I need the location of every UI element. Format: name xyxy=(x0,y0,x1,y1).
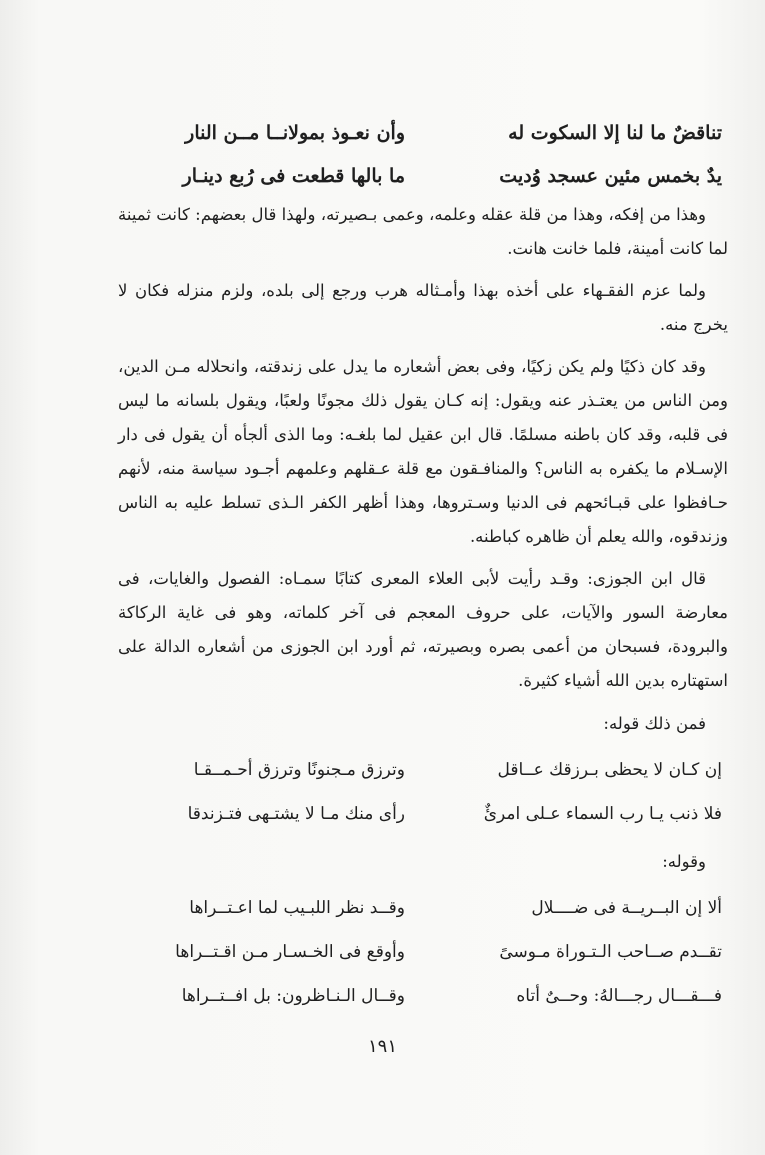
verse-hemistich-second: وأوقع فى الخـسـار مـن اقـتــراها xyxy=(175,942,405,962)
verse-hemistich-second: وقــال الـنـاظرون: بل افــتــراها xyxy=(181,986,405,1006)
page-content xyxy=(118,112,728,1018)
verse-hemistich-second: وترزق مـجنونًا وترزق أحـمــقـا xyxy=(193,760,405,780)
verse-line xyxy=(118,748,728,792)
verse-hemistich-second: وأن نعـوذ بمولانــا مــن النار xyxy=(185,122,405,144)
verse-line xyxy=(118,930,728,974)
verse-hemistich-first: يدٌ بخمس مئين عسجد وُديت xyxy=(499,165,722,187)
verse-hemistich-first: ألا إن البــريــة فى ضــــلال xyxy=(531,898,722,918)
verse-hemistich-second: وقــد نظر اللبـيب لما اعـتــراها xyxy=(189,898,405,918)
verse-hemistich-first: فـــقـــال رجـــالهُ: وحــىٌ أتاه xyxy=(516,986,722,1006)
verse-line xyxy=(118,792,728,836)
paragraph: قال ابن الجوزى: وقـد رأيت لأبى العلاء المعرى كتابًا سمـاه: الفصول والغايات، فى معارضة السور والآيات، على حروف المعجم فى آخر كلماته، وهو فى غاية الركاكة والبرودة، فسبحان من أعمى بصره وبصيرته، ثم أورد ابن الجوزى من أشعاره الدالة على استهتاره بدين الله أشياء كثيرة. xyxy=(118,569,728,690)
paragraph: ولما عزم الفقـهاء على أخذه بهذا وأمـثاله هرب ورجع إلى بلده، ولزم منزله فكان لا يخرج منه. xyxy=(118,281,728,334)
verse-line xyxy=(118,886,728,930)
paragraph: وقد كان ذكيًا ولم يكن زكيًا، وفى بعض أشعاره ما يدل على زندقته، وانحلاله مـن الدين، ومن الناس من يعتـذر عنه ويقول: إنه كـان يقول ذلك مجونًا ولعبًا، ويقول بلسانه ما ليس فى قلبه، وقد كان باطنه مسلمًا. قال ابن عقيل لما بلغـه: وما الذى ألجأه أن يقول فى دار الإسـلام ما يكفره به الناس؟ والمنافـقون مع قلة عـقلهم وعلمهم أجـود سياسة منه، لأنهم حـافظوا على قبـائحهم فى الدنيا وسـتروها، وهذا أظهر الكفر الـذى تسلط عليه به الناس وزندقوه، والله يعلم أن ظاهره كباطنه. xyxy=(118,357,728,546)
page-number: ١٩١ xyxy=(367,1036,397,1057)
verses-bottom xyxy=(118,886,728,1018)
verse-hemistich-first: فلا ذنب يـا رب السماء عـلى امرئٌ xyxy=(483,804,722,824)
verse-intro: وقوله: xyxy=(662,852,706,871)
verses-mid xyxy=(118,748,728,836)
verse-intro: فمن ذلك قوله: xyxy=(603,714,706,733)
verses-top xyxy=(118,112,728,198)
verse-line xyxy=(118,155,728,198)
verse-hemistich-first: إن كـان لا يحظى بـرزقك عــاقل xyxy=(497,760,722,780)
verse-hemistich-second: ما بالها قطعت فى رُبع دينـار xyxy=(182,165,405,187)
prose-section xyxy=(118,198,728,698)
verse-hemistich-first: تناقضٌ ما لنا إلا السكوت له xyxy=(508,122,722,144)
paragraph: وهذا من إفكه، وهذا من قلة عقله وعلمه، وعمى بـصيرته، ولهذا قال بعضهم: كانت ثمينة لما كانت أمينة، فلما خانت هانت. xyxy=(118,205,728,258)
verse-hemistich-second: رأى منك مـا لا يشتـهى فتـزندقا xyxy=(187,804,405,824)
verse-hemistich-first: تقــدم صــاحب الـتـوراة مـوسىً xyxy=(499,942,722,962)
verse-line xyxy=(118,974,728,1018)
verse-line xyxy=(118,112,728,155)
